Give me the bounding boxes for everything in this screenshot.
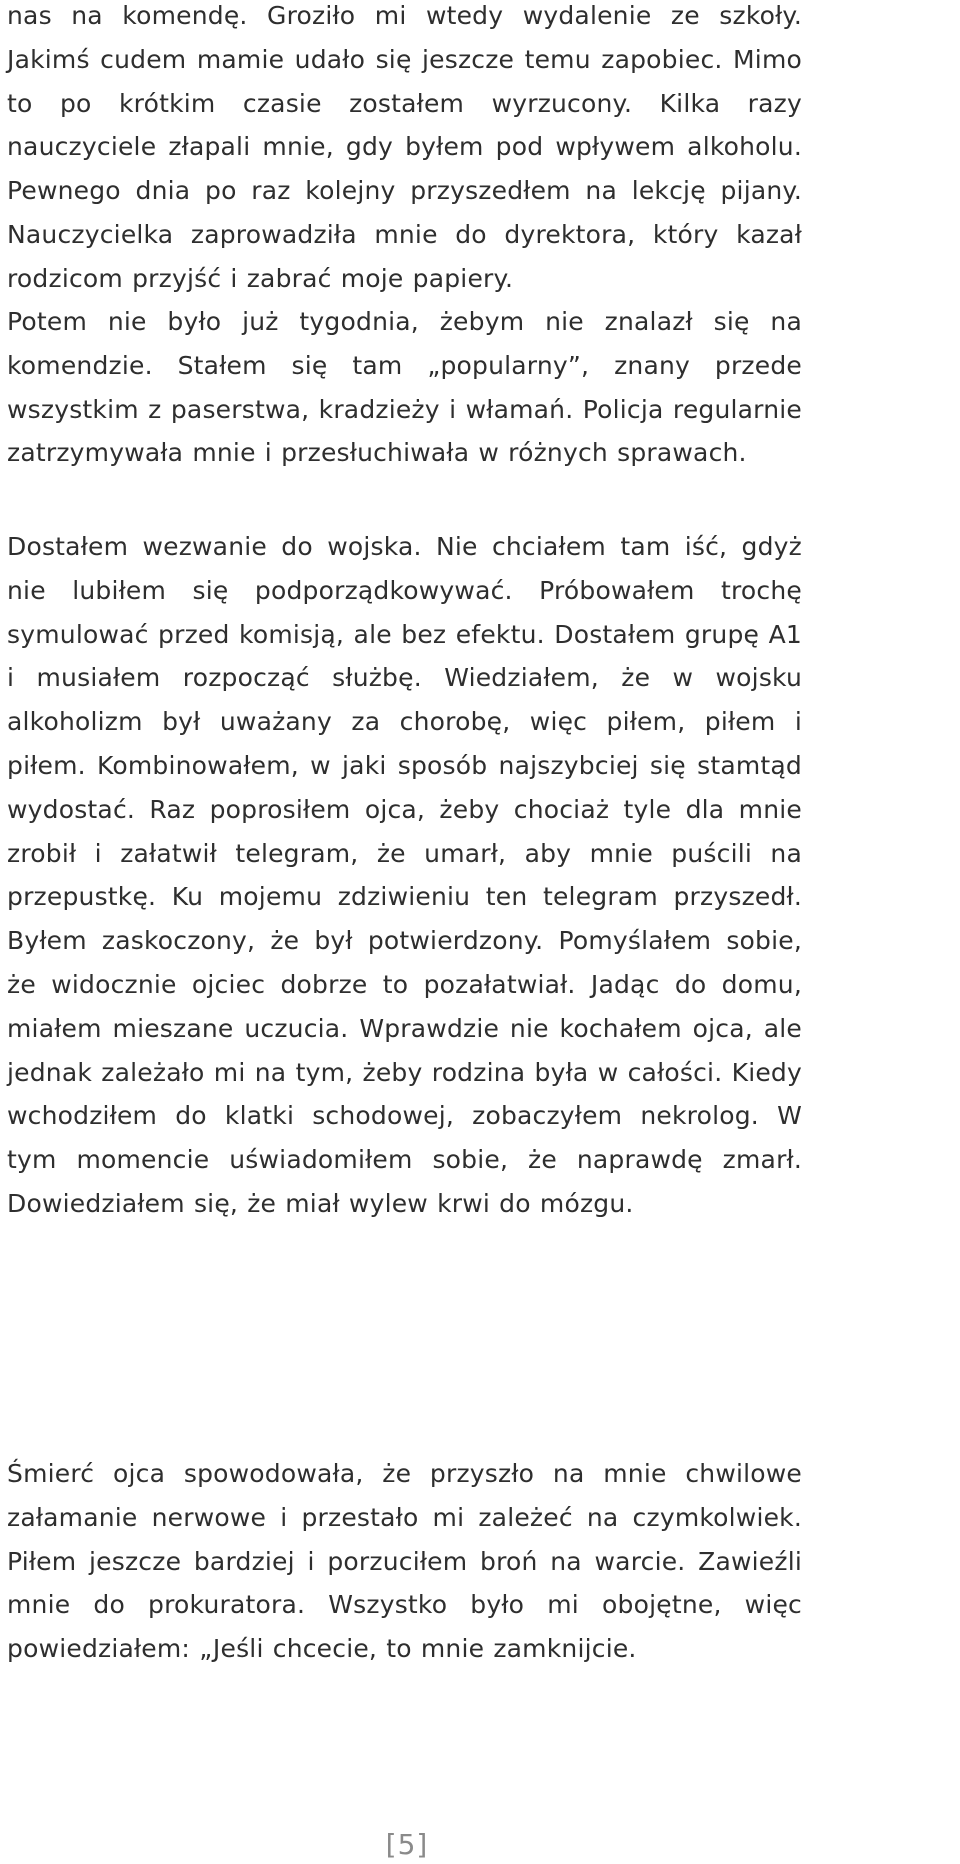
paragraph: nas na komendę. Groziło mi wtedy wydalenie ze szkoły. Jakimś cudem mamie udało się jeszcze temu zapobiec. Mimo to po krótkim czasie zostałem wyrzucony. Kilka razy nauczyciele złapali mnie, gdy byłem pod wpływem alkoholu. Pewnego dnia po raz kolejny przyszedłem na lekcję pijany. Nauczycielka zaprowadziła mnie do dyrektora, który kazał rodzicom przyjść i zabrać moje papiery. xyxy=(7,1,802,293)
paragraph: Dostałem wezwanie do wojska. Nie chciałem tam iść, gdyż nie lubiłem się podporządkowywać. Próbowałem trochę symulować przed komisją, ale bez efektu. Dostałem grupę A1 i musiałem rozpocząć służbę. Wiedziałem, że w wojsku alkoholizm był uważany za chorobę, więc piłem, piłem i piłem. Kombinowałem, w jaki sposób najszybciej się stamtąd wydostać. Raz poprosiłem ojca, żeby chociaż tyle dla mnie zrobił i załatwił telegram, że umarł, aby mnie puścili na przepustkę. Ku mojemu zdziwieniu ten telegram przyszedł. Byłem zaskoczony, że był potwierdzony. Pomyślałem sobie, że widocznie ojciec dobrze to pozałatwiał. Jadąc do domu, miałem mieszane uczucia. Wprawdzie nie kochałem ojca, ale jednak zależało mi na tym, żeby rodzina była w całości. Kiedy wchodziłem do klatki schodowej, zobaczyłem nekrolog. W tym momencie uświadomiłem sobie, że naprawdę zmarł. Dowiedziałem się, że miał wylew krwi do mózgu. xyxy=(7,532,802,1218)
document-page xyxy=(7,0,802,1864)
paragraph: Potem nie było już tygodnia, żebym nie znalazł się na komendzie. Stałem się tam „popularny”, znany przede wszystkim z paserstwa, kradzieży i włamań. Policja regularnie zatrzymywała mnie i przesłuchiwała w różnych sprawach. xyxy=(7,307,802,468)
page-number: [5] xyxy=(385,1828,429,1861)
paragraph: Śmierć ojca spowodowała, że przyszło na mnie chwilowe załamanie nerwowe i przestało mi zależeć na czymkolwiek. Piłem jeszcze bardziej i porzuciłem broń na warcie. Zawieźli mnie do prokuratora. Wszystko było mi obojętne, więc powiedziałem: „Jeśli chcecie, to mnie zamknijcie. xyxy=(7,1459,802,1664)
